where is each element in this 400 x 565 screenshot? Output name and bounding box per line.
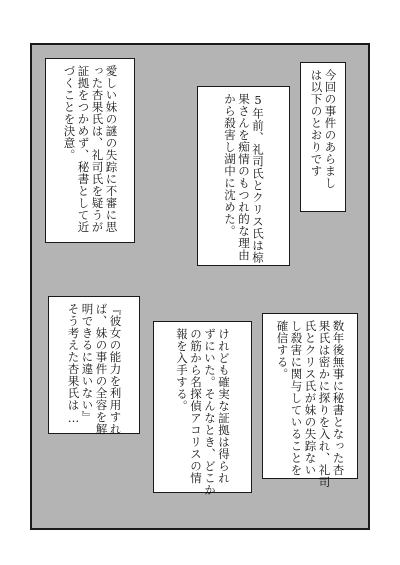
caption-line: 氏とクリス氏が妹の失踪ない: [303, 320, 318, 476]
caption-line: 果さんを痴情のもつれ的な理由: [237, 93, 251, 261]
caption-line: の筋から名探偵アコリスの情: [189, 328, 203, 484]
caption-line: ば、妹の事件の全容を解: [94, 303, 109, 435]
caption-line: そう考えた杏果氏は…: [66, 303, 81, 426]
caption-line: 5年前、礼司氏とクリス氏は椋: [251, 93, 265, 264]
caption-box-ability: [48, 296, 140, 434]
caption-line: 数年後無事に秘書となった杏: [331, 320, 346, 476]
caption-line: づくことを決意。: [62, 65, 77, 161]
caption-line: から殺害し湖中に沈めた。: [223, 93, 237, 237]
caption-line: 明できるに違いない』: [80, 303, 95, 423]
caption-line: 今回の事件のあらまし: [323, 69, 338, 189]
caption-line: し殺害に関与していることを: [289, 320, 304, 476]
caption-box-crime: [197, 86, 290, 266]
caption-line: った杏果氏は、礼司氏を疑うが: [90, 65, 105, 233]
caption-box-evidence: [153, 321, 252, 496]
caption-box-years: [262, 313, 358, 488]
caption-line: 確信する。: [275, 320, 290, 380]
caption-line: 果氏は密かに探りを入れ、礼司: [317, 320, 332, 488]
caption-line: は以下のとおりです: [309, 69, 324, 177]
caption-box-sister: [45, 58, 135, 243]
caption-line: ずにいた。そんなとき、どこか: [203, 328, 217, 496]
caption-line: 『彼女の能力を利用すれ: [108, 303, 123, 435]
caption-box-intro: [300, 62, 346, 212]
caption-line: 報を入手する。: [175, 328, 189, 412]
caption-line: 証拠をつかめず、秘書として近: [76, 65, 91, 233]
caption-line: けれども確実な証拠は得られ: [217, 328, 231, 484]
caption-line: 愛しい妹の謎の失踪に不審に思: [104, 65, 119, 233]
